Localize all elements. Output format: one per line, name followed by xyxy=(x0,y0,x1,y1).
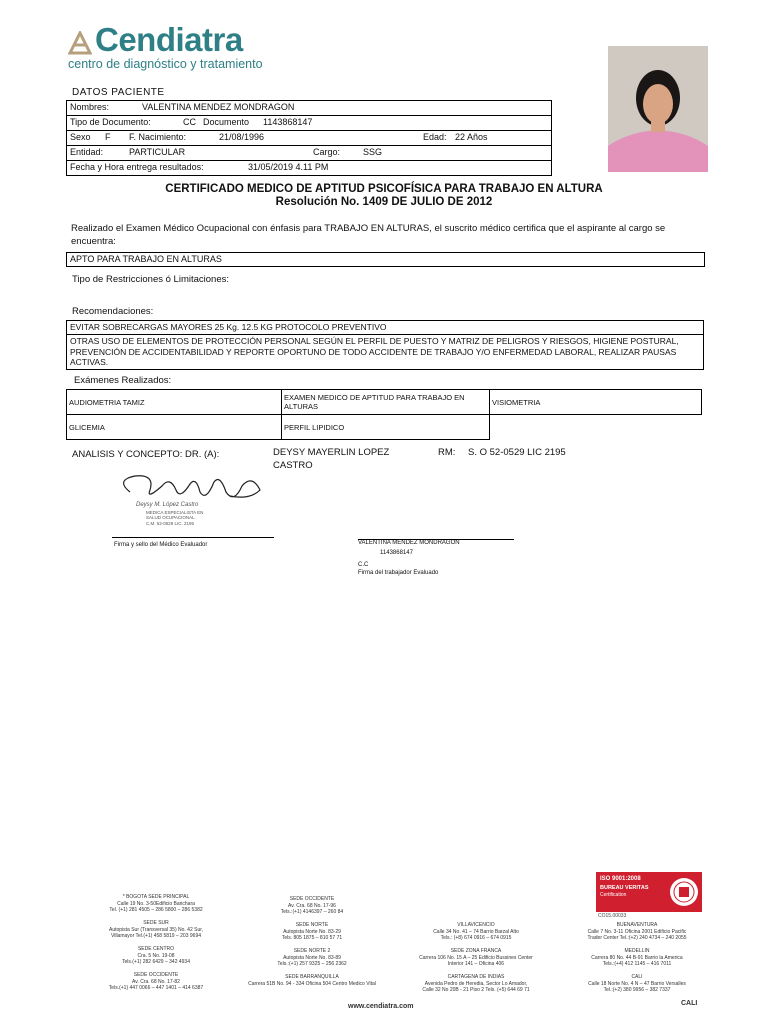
patient-row-entrega xyxy=(67,161,551,175)
bureau-veritas-seal-icon xyxy=(666,872,702,912)
stamp-license: C.M. 52-0529 LIC. 2195 xyxy=(146,521,195,526)
footer-col-2 xyxy=(236,896,388,987)
footer-city: CALI xyxy=(681,1000,698,1007)
footer-line: Tels.(+1) 447 0066 – 447 1401 – 414 6387 xyxy=(108,985,204,991)
footer-line: CARTAGENA DE INDIAS xyxy=(447,974,505,980)
footer-line: Autopista Norte No. 83-89 xyxy=(283,954,341,961)
footer-line: Av. Cra. 68 No. 17-96 xyxy=(288,902,336,909)
rm-label: RM: xyxy=(438,447,456,458)
doctor-signature-line xyxy=(112,537,274,538)
footer-col-4 xyxy=(566,922,708,994)
footer-line: Autopista Norte No. 83-29 xyxy=(283,928,341,935)
nacimiento-label: F. Nacimiento: xyxy=(129,132,187,142)
patient-row-documento xyxy=(67,116,551,131)
doctor-signature-caption: Firma y sello del Médico Evaluador xyxy=(114,542,208,548)
exam-visiometria: VISIOMETRIA xyxy=(490,390,702,415)
footer-line: SEDE SUR xyxy=(143,920,169,926)
tipo-doc-label: Tipo de Documento: xyxy=(70,117,151,127)
nacimiento-value: 21/08/1996 xyxy=(219,132,265,142)
footer-line: Calle 18 Norte No. 4 N – 47 Barrio Versalles xyxy=(588,980,686,987)
cargo-label: Cargo: xyxy=(313,147,341,157)
footer-line: Avenida Pedro de Heredia, Sector Lo Amador, xyxy=(424,980,528,987)
restrictions-label: Tipo de Restricciones ó Limitaciones: xyxy=(72,274,229,285)
patient-data-table xyxy=(66,100,552,176)
footer-line: SEDE OCCIDENTE xyxy=(133,972,179,978)
certificate-resolution: Resolución No. 1409 DE JULIO DE 2012 xyxy=(275,196,493,208)
iso-certification-badge xyxy=(596,872,702,919)
exam-audiometria: AUDIOMETRIA TAMIZ xyxy=(67,390,282,415)
doctor-label: ANALISIS Y CONCEPTO: DR. (A): xyxy=(72,449,220,460)
footer-line: SEDE NORTE xyxy=(295,922,329,928)
footer-line: Tels.:(+1) 257 9325 – 256 2362 xyxy=(277,961,347,967)
certificate-title: CERTIFICADO MEDICO DE APTITUD PSICOFÍSICA PARA TRABAJO EN ALTURA xyxy=(165,183,603,195)
sexo-value: F xyxy=(105,132,111,142)
bv-cert: Certification xyxy=(600,892,627,898)
worker-document: 1143868147 xyxy=(380,550,413,556)
patient-row-entidad xyxy=(67,146,551,161)
footer-line: Carrera 51B No. 94 - 334 Oficina 504 Centro Medico Vital xyxy=(248,980,376,987)
bureau-veritas-badge xyxy=(596,872,666,912)
footer-line: SEDE ZONA FRANCA xyxy=(450,948,502,954)
footer-line: Tels.:(+1) 4146397 – 260 84 xyxy=(280,909,344,915)
exams-row xyxy=(67,415,702,440)
footer-line: Calle 19 No. 3-50Edificio Barichara xyxy=(117,900,195,907)
worker-signature-caption: Firma del trabajador Evaluado xyxy=(358,570,439,576)
bv-code: CO15.00033 xyxy=(598,913,627,919)
footer-line: MEDELLIN xyxy=(624,948,650,954)
tipo-doc-value: CC xyxy=(183,117,196,127)
logo-tagline: centro de diagnóstico y tratamiento xyxy=(68,57,263,71)
cendiatra-logo-icon xyxy=(68,31,92,55)
exam-empty-cell xyxy=(490,415,702,440)
footer-line: Cra. 5 No. 19-08 xyxy=(137,952,175,959)
footer-line: Autopista Sur (Transversal 35) No. 42 Sur, xyxy=(108,926,204,933)
bv-label: BUREAU VERITAS xyxy=(600,885,649,891)
nombres-value: VALENTINA MENDEZ MONDRAGON xyxy=(142,102,295,112)
nombres-label: Nombres: xyxy=(70,102,110,112)
entrega-label: Fecha y Hora entrega resultados: xyxy=(70,162,204,172)
footer-line: BUENAVENTURA xyxy=(616,922,658,928)
exam-aptitud-alturas: EXAMEN MEDICO DE APTITUD PARA TRABAJO EN ALTURAS xyxy=(282,390,490,415)
exams-label: Exámenes Realizados: xyxy=(74,375,172,386)
aptitude-status: APTO PARA TRABAJO EN ALTURAS xyxy=(66,252,705,267)
footer-line: Calle 32 No 20B - 21 Piso 2 Tels. (+5) 644 69 71 xyxy=(422,987,530,993)
logo-name: Cendiatra xyxy=(95,21,243,58)
footer-line: SEDE OCCIDENTE xyxy=(289,896,335,902)
documento-value: 1143868147 xyxy=(263,117,313,127)
patient-section-title: DATOS PACIENTE xyxy=(72,87,165,98)
footer-col-3 xyxy=(406,922,546,994)
footer-line: Carrera 106 No. 15 A – 25 Edificio Bussines Center xyxy=(419,954,533,961)
exam-perfil-lipidico: PERFIL LIPIDICO xyxy=(282,415,490,440)
website[interactable]: www.cendiatra.com xyxy=(348,1003,414,1010)
footer-line: Villamayor Tel.(+1) 458 5819 – 203 9694 xyxy=(110,933,202,939)
documento-label: Documento xyxy=(203,117,250,127)
exams-row xyxy=(67,390,702,415)
footer-line: * BOGOTA SEDE PRINCIPAL xyxy=(122,894,190,900)
footer-line: Tels. 805 1875 – 810 57 71 xyxy=(281,935,343,941)
footer-line: VILLAVICENCIO xyxy=(457,922,495,928)
recommendation-1: EVITAR SOBRECARGAS MAYORES 25 Kg. 12.5 KG PROTOCOLO PREVENTIVO xyxy=(67,321,703,335)
footer-line: Av. Cra. 68 No. 17-82 xyxy=(132,978,180,985)
stamp-name: Deysy M. López Castro xyxy=(136,502,199,508)
footer-line: Calle 7 No. 3-11 Oficina 2001 Edificio Pacific xyxy=(587,928,687,935)
footer-col-1 xyxy=(86,894,226,992)
exam-glicemia: GLICEMIA xyxy=(67,415,282,440)
cargo-value: SSG xyxy=(363,147,383,157)
footer-line: Calle 34 No. 41 – 74 Barrio Barzal Alto xyxy=(433,928,519,935)
iso-label: ISO 9001:2008 xyxy=(600,876,641,882)
footer-line: SEDE CENTRO xyxy=(137,946,175,952)
worker-doc-type: C.C xyxy=(358,562,369,568)
stamp-title: MEDICA ESPECIALISTA EN SALUD OCUPACIONAL xyxy=(146,510,204,520)
doctor-signature xyxy=(110,470,270,530)
footer-line: Tels.:(+4) 412 1145 – 416 7011 xyxy=(602,961,672,967)
footer-line: Carrera 80 No. 44 B-91 Barrio la America xyxy=(591,954,683,961)
recommendations-box xyxy=(66,320,704,370)
footer-line: Trader Center Tel.:(+2) 240 4734 – 240 2055 xyxy=(587,935,687,941)
footer-line: CALI xyxy=(631,974,643,980)
footer-line: Tel. (+1) 281 4505 – 286 5800 – 286 5382 xyxy=(109,907,203,913)
edad-value: 22 Años xyxy=(455,132,488,142)
entrega-value: 31/05/2019 4.11 PM xyxy=(248,162,329,172)
certificate-intro: Realizado el Examen Médico Ocupacional con énfasis para TRABAJO EN ALTURAS, el suscrito médico certifica que el aspirante al cargo se encuentra: xyxy=(71,223,666,247)
footer-line: Interior 141 – Oficina 406 xyxy=(447,961,505,967)
footer-line: Tel.:(+2) 380 9956 – 382 7337 xyxy=(603,987,671,993)
edad-label: Edad: xyxy=(423,132,447,142)
rm-value: S. O 52-0529 LIC 2195 xyxy=(468,447,566,458)
recommendations-label: Recomendaciones: xyxy=(72,306,154,317)
footer-line: Tels.(+1) 282 6429 – 342 4934 xyxy=(122,959,190,965)
doctor-name: DEYSY MAYERLIN LOPEZ CASTRO xyxy=(273,447,390,471)
patient-photo xyxy=(608,46,708,172)
entidad-value: PARTICULAR xyxy=(129,147,186,157)
footer-line: SEDE BARRANQUILLA xyxy=(285,974,339,980)
exams-table xyxy=(66,389,702,440)
sexo-label: Sexo xyxy=(70,132,91,142)
patient-row-nombres xyxy=(67,101,551,116)
footer-line: SEDE NORTE 2 xyxy=(293,948,331,954)
footer-line: Tels.: (+8) 674 0916 – 674 0915 xyxy=(440,935,512,941)
worker-name: VALENTINA MENDEZ MONDRAGON xyxy=(358,540,460,546)
recommendation-2: OTRAS USO DE ELEMENTOS DE PROTECCIÓN PERSONAL SEGÚN EL PERFIL DE PUESTO Y MATRIZ DE PELIGROS Y RIESGOS, HIGIENE POSTURAL, PREVENCIÓN DE ACCIDENTABILIDAD Y REPORTE OPORTUNO DE TODO ACCIDENTE DE TRABAJO Y/O ENFERMEDAD LABORAL, REALIZAR PAUSAS ACTIVAS. xyxy=(70,336,679,367)
bureau-veritas-seal-bg xyxy=(666,872,702,912)
entidad-label: Entidad: xyxy=(70,147,104,157)
patient-row-sexo xyxy=(67,131,551,146)
patient-photo-image xyxy=(608,46,708,172)
